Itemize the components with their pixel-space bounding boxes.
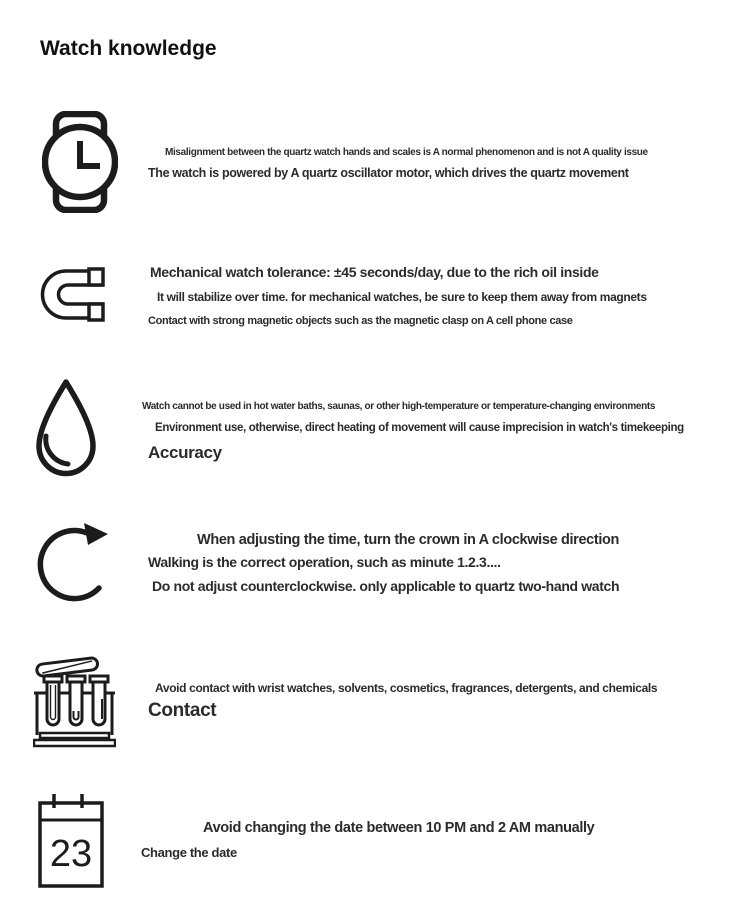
- note-line: The watch is powered by A quartz oscillator motor, which drives the quartz movement: [148, 166, 629, 180]
- note-line: Walking is the correct operation, such as minute 1.2.3....: [148, 554, 501, 570]
- note-line: Watch cannot be used in hot water baths, saunas, or other high-temperature or temperature-changing environments: [142, 401, 656, 412]
- section-heading: Accuracy: [148, 443, 222, 462]
- test-tubes-icon: [33, 647, 116, 748]
- note-line: Avoid changing the date between 10 PM and 2 AM manually: [203, 820, 595, 836]
- page-title: Watch knowledge: [40, 37, 217, 60]
- note-line: Mechanical watch tolerance: ±45 seconds/day, due to the rich oil inside: [150, 264, 599, 280]
- clockwise-arrow-icon: [37, 520, 108, 607]
- calendar-date-number: 23: [49, 833, 93, 875]
- note-line: When adjusting the time, turn the crown in A clockwise direction: [197, 532, 620, 548]
- note-line: Misalignment between the quartz watch hands and scales is A normal phenomenon and is not A quality issue: [165, 147, 648, 158]
- note-line: Change the date: [141, 845, 237, 860]
- note-line: Avoid contact with wrist watches, solvents, cosmetics, fragrances, detergents, and chemicals: [155, 681, 658, 695]
- calendar-icon: [37, 793, 105, 889]
- section-heading: Contact: [148, 700, 217, 721]
- water-drop-icon: [34, 377, 98, 478]
- note-line: Do not adjust counterclockwise. only applicable to quartz two-hand watch: [152, 578, 620, 594]
- watch-icon: [42, 111, 118, 213]
- note-line: It will stabilize over time. for mechanical watches, be sure to keep them away from magnets: [157, 290, 647, 304]
- note-line: Environment use, otherwise, direct heating of movement will cause imprecision in watch's timekeeping: [155, 422, 684, 434]
- magnet-icon: [38, 267, 105, 322]
- note-line: Contact with strong magnetic objects such as the magnetic clasp on A cell phone case: [148, 315, 573, 327]
